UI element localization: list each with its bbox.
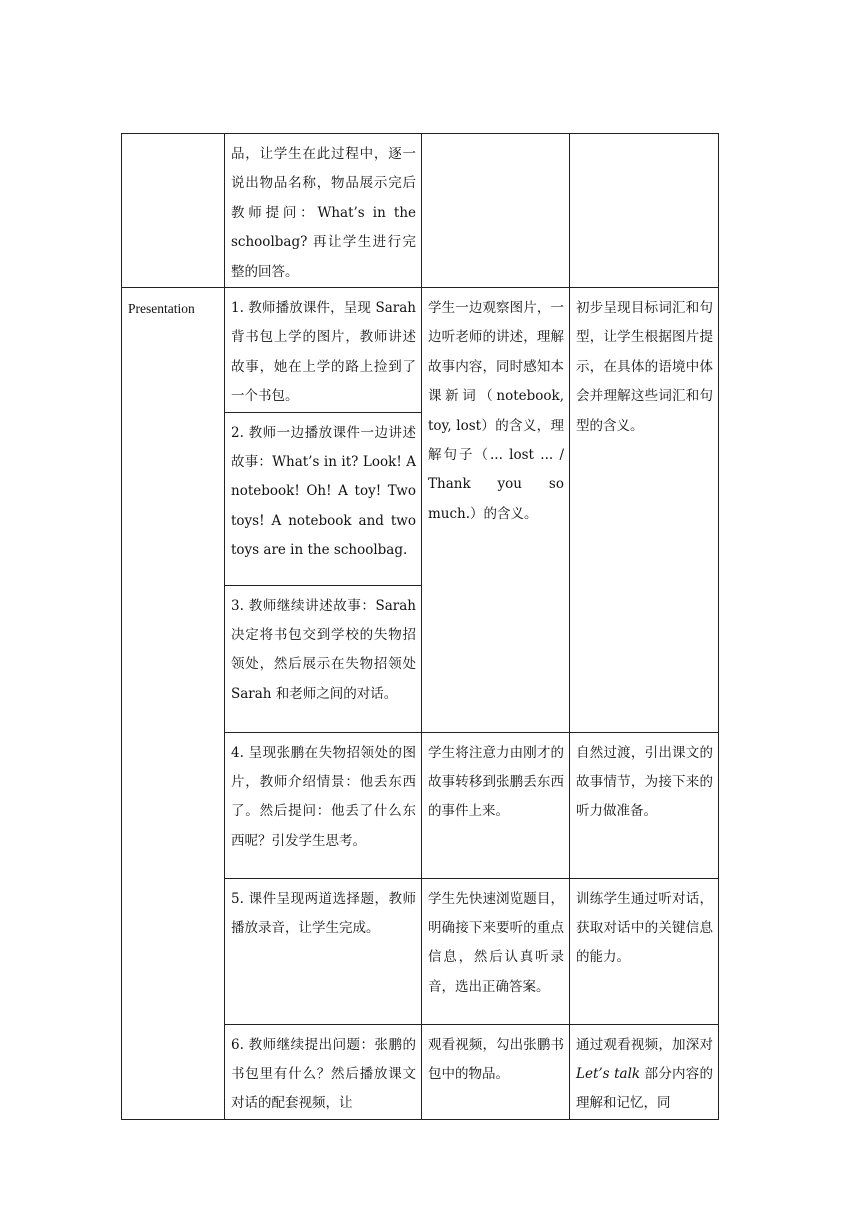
teacher-activity-cell: 3. 教师继续讲述故事：Sarah 决定将书包交到学校的失物招领处，然后展示在失物招领处 Sarah 和老师之间的对话。 <box>225 585 422 732</box>
design-intent-text: 通过观看视频，加深对 <box>576 1036 713 1053</box>
student-activity-cell <box>422 134 570 288</box>
design-intent-cell: 训练学生通过听对话，获取对话中的关键信息的能力。 <box>570 878 719 1024</box>
lesson-plan-table <box>121 133 719 1120</box>
design-intent-cell <box>570 134 719 288</box>
teacher-activity-cell: 5. 课件呈现两道选择题，教师播放录音，让学生完成。 <box>225 878 422 1024</box>
teacher-activity-cell: 4. 呈现张鹏在失物招领处的图片，教师介绍情景：他丢东西了。然后提问：他丢了什么东西呢？引发学生思考。 <box>225 732 422 878</box>
lets-talk-title: Let’s talk <box>576 1066 641 1083</box>
student-activity-cell: 学生一边观察图片，一边听老师的讲述，理解故事内容，同时感知本课新词（notebook, toy, lost）的含义，理解句子（... lost ... / Thank you so much.）的含义。 <box>422 288 570 733</box>
design-intent-cell: 初步呈现目标词汇和句型，让学生根据图片提示，在具体的语境中体会并理解这些词汇和句型的含义。 <box>570 288 719 733</box>
teacher-activity-cell: 品，让学生在此过程中，逐一说出物品名称，物品展示完后教师提问：What’s in the schoolbag? 再让学生进行完整的回答。 <box>225 134 422 288</box>
student-activity-cell: 观看视频，勾出张鹏书包中的物品。 <box>422 1024 570 1119</box>
table-row <box>122 134 719 288</box>
stage-cell: Presentation <box>122 288 225 1120</box>
design-intent-cell <box>570 1024 719 1119</box>
teacher-activity-cell: 6. 教师继续提出问题：张鹏的书包里有什么？然后播放课文对话的配套视频，让 <box>225 1024 422 1119</box>
stage-cell <box>122 134 225 288</box>
table-row <box>122 288 719 413</box>
design-intent-cell: 自然过渡，引出课文的故事情节，为接下来的听力做准备。 <box>570 732 719 878</box>
teacher-activity-cell: 1. 教师播放课件，呈现 Sarah 背书包上学的图片，教师讲述故事，她在上学的路上捡到了一个书包。 <box>225 288 422 413</box>
student-activity-cell: 学生将注意力由刚才的故事转移到张鹏丢东西的事件上来。 <box>422 732 570 878</box>
teacher-activity-cell: 2. 教师一边播放课件一边讲述故事：What’s in it? Look! A notebook! Oh! A toy! Two toys! A notebook and two toys are in the schoolbag. <box>225 412 422 585</box>
student-activity-cell: 学生先快速浏览题目，明确接下来要听的重点信息，然后认真听录音，选出正确答案。 <box>422 878 570 1024</box>
design-intent-text: 部分内容的理解和记忆，同 <box>576 1066 713 1112</box>
